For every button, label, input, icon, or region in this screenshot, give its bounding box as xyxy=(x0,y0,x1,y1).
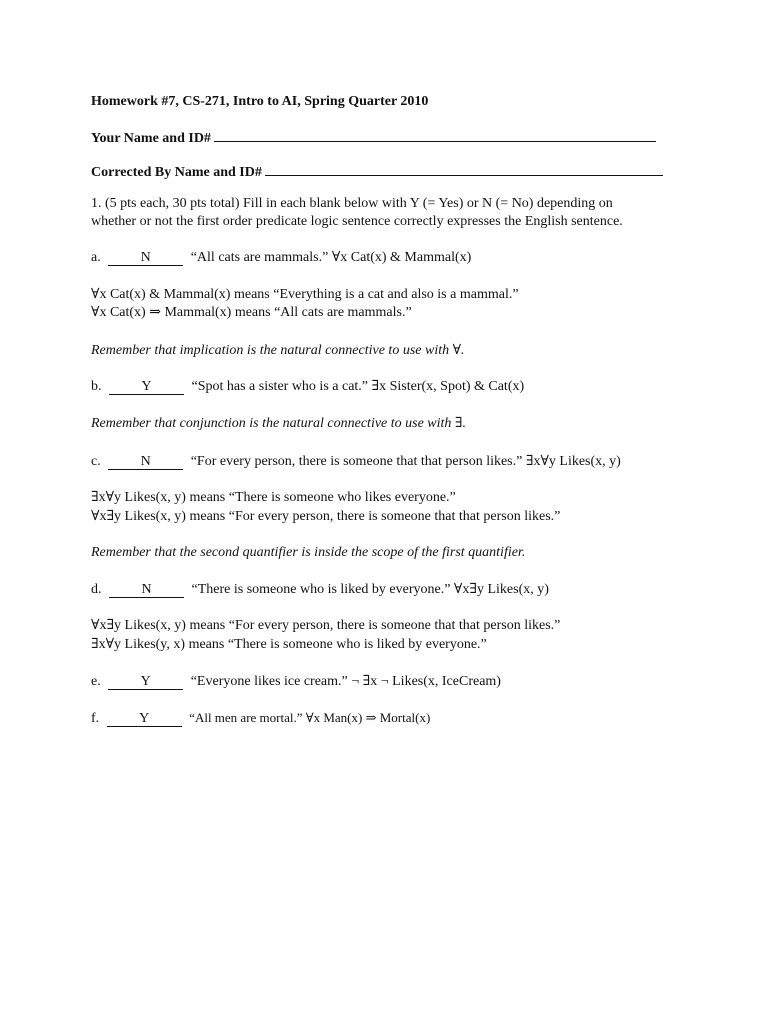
item-b xyxy=(91,379,524,395)
name-id-line xyxy=(91,128,656,147)
answer-blank[interactable]: Y xyxy=(107,712,182,727)
item-statement: “Everyone likes ice cream.” ¬ ∃x ¬ Likes(x, IceCream) xyxy=(190,674,501,689)
homework-title: Homework #7, CS-271, Intro to AI, Spring Quarter 2010 xyxy=(91,94,429,109)
item-letter: e. xyxy=(91,674,101,689)
item-statement: “There is someone who is liked by everyone.” ∀x∃y Likes(x, y) xyxy=(191,582,549,597)
item-a xyxy=(91,250,471,266)
answer-blank[interactable]: N xyxy=(109,583,184,598)
remember-note: Remember that the second quantifier is inside the scope of the first quantifier. xyxy=(91,545,526,560)
item-e xyxy=(91,674,501,690)
corrected-by-field[interactable] xyxy=(265,162,663,176)
answer-blank[interactable]: Y xyxy=(108,675,183,690)
remember-note: Remember that implication is the natural connective to use with ∀. xyxy=(91,343,465,358)
answer-blank[interactable]: N xyxy=(108,455,183,470)
remember-note: Remember that conjunction is the natural connective to use with ∃. xyxy=(91,416,467,431)
note-line: ∀x∃y Likes(x, y) means “For every person, there is someone that that person likes.” xyxy=(91,509,561,524)
item-letter: f. xyxy=(91,711,100,726)
item-statement: “Spot has a sister who is a cat.” ∃x Sister(x, Spot) & Cat(x) xyxy=(191,379,525,394)
note-line: ∀x Cat(x) ⇒ Mammal(x) means “All cats are mammals.” xyxy=(91,305,412,320)
answer-blank[interactable]: Y xyxy=(109,380,184,395)
name-id-label: Your Name and ID# xyxy=(91,131,211,146)
item-letter: d. xyxy=(91,582,102,597)
item-letter: b. xyxy=(91,379,102,394)
note-line: ∀x Cat(x) & Mammal(x) means “Everything is a cat and also is a mammal.” xyxy=(91,287,519,302)
answer-blank[interactable]: N xyxy=(108,251,183,266)
question-intro-line-2: whether or not the first order predicate logic sentence correctly expresses the English sentence. xyxy=(91,214,623,229)
item-f xyxy=(91,710,430,727)
note-line: ∃x∀y Likes(x, y) means “There is someone who likes everyone.” xyxy=(91,490,456,505)
item-letter: c. xyxy=(91,454,101,469)
note-line: ∃x∀y Likes(y, x) means “There is someone who is liked by everyone.” xyxy=(91,637,487,652)
item-statement: “All men are mortal.” ∀x Man(x) ⇒ Mortal(x) xyxy=(189,710,431,725)
item-c xyxy=(91,454,621,470)
corrected-by-line xyxy=(91,162,663,181)
name-id-field[interactable] xyxy=(214,128,656,142)
item-statement: “For every person, there is someone that that person likes.” ∃x∀y Likes(x, y) xyxy=(190,454,621,469)
item-statement: “All cats are mammals.” ∀x Cat(x) & Mammal(x) xyxy=(190,250,472,265)
note-line: ∀x∃y Likes(x, y) means “For every person, there is someone that that person likes.” xyxy=(91,618,561,633)
item-d xyxy=(91,582,549,598)
item-letter: a. xyxy=(91,250,101,265)
question-intro-line-1: 1. (5 pts each, 30 pts total) Fill in each blank below with Y (= Yes) or N (= No) depending on xyxy=(91,196,613,211)
corrected-by-label: Corrected By Name and ID# xyxy=(91,165,262,180)
